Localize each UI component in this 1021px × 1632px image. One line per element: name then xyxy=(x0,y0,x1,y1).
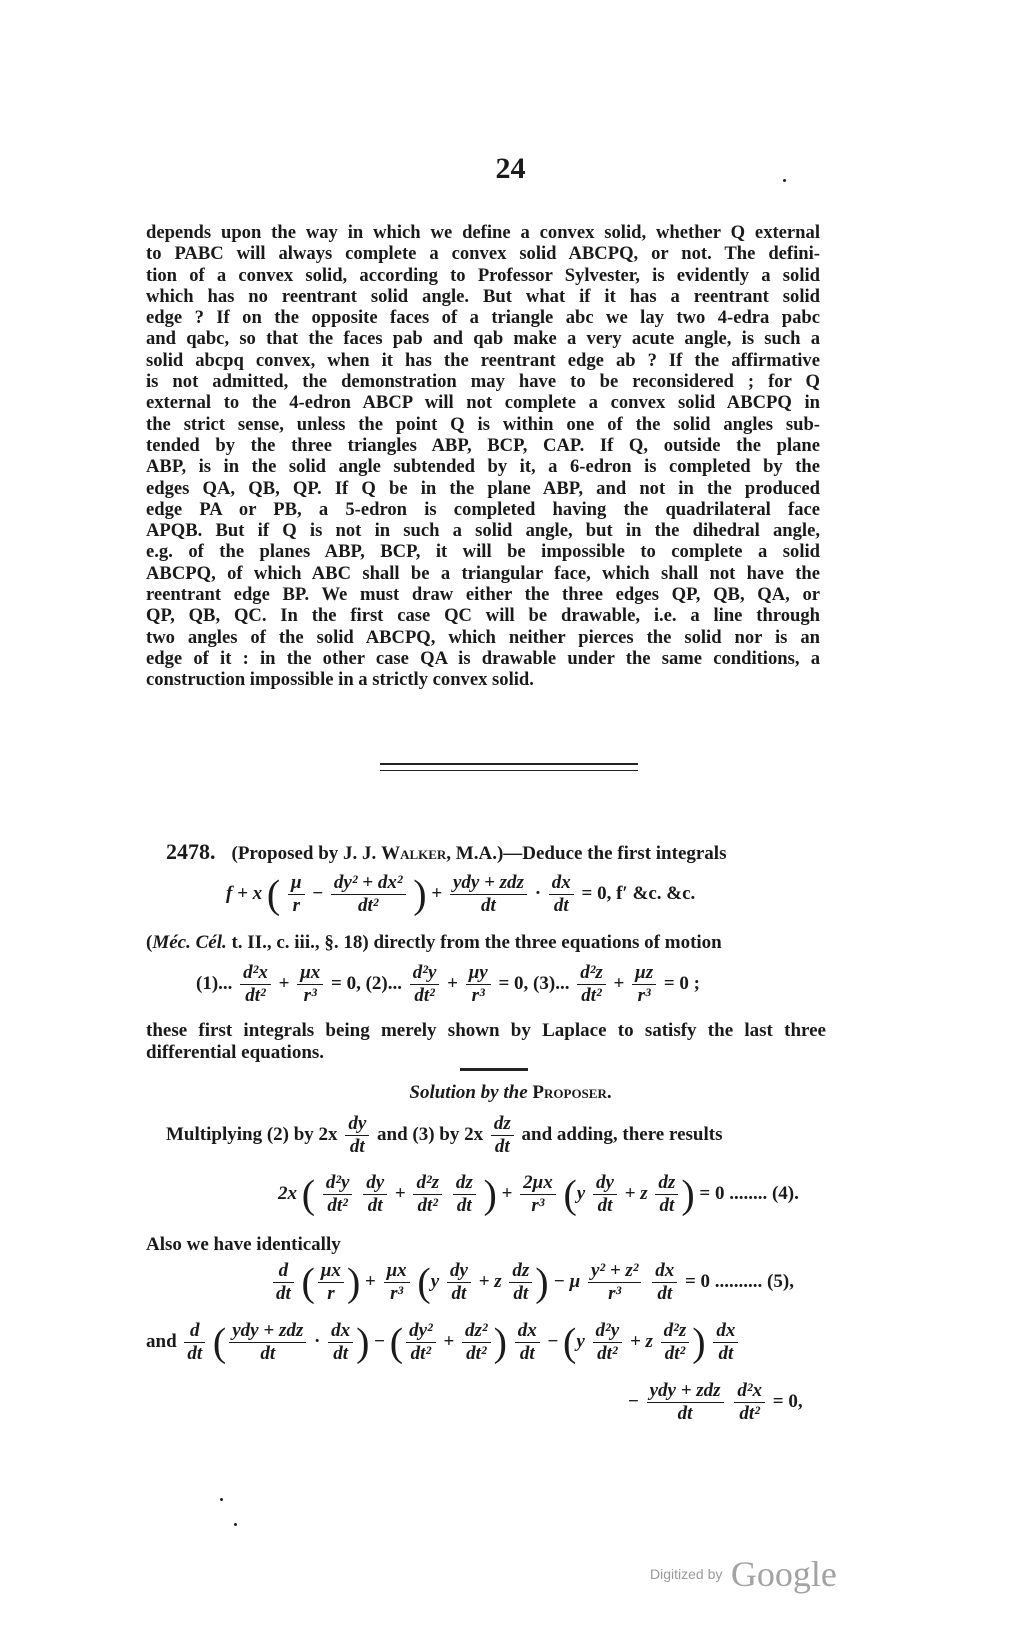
section-divider xyxy=(380,763,638,765)
fraction: $\frac{\text{d²y}}{\text{dt²}}$ xyxy=(593,1320,623,1365)
eq-tail: = 0 ........ (4). xyxy=(699,1182,799,1204)
text-line: QP, QB, QC. In the first case QC will be drawable, i.e. a line through xyxy=(146,605,820,627)
fraction: $\frac{\text{dz²}}{\text{dt²}}$ xyxy=(462,1320,491,1365)
speck-mark xyxy=(234,1523,237,1526)
eq-term: y xyxy=(576,1330,585,1352)
eq-term: y xyxy=(430,1270,440,1292)
continuation-paragraph xyxy=(146,222,820,691)
fraction: $\frac{\text{d²x}}{\text{dt²}}$ xyxy=(734,1380,765,1425)
text-line: APQB. But if Q is not in such a solid angle, but in the dihedral angle, xyxy=(146,520,820,542)
text-line: and qabc, so that the faces pab and qab make a very acute angle, is such a xyxy=(146,328,820,350)
eq-term: y xyxy=(576,1182,586,1204)
text-line: external to the 4-edron ABCP will not complete a convex solid ABCPQ in xyxy=(146,392,820,414)
paren-open: ( xyxy=(563,1319,577,1365)
text-line: these first integrals being merely shown by Laplace to satisfy the last three xyxy=(146,1020,826,1041)
eq-operator: · xyxy=(534,882,542,904)
text-line: differential equations. xyxy=(146,1042,325,1063)
short-divider xyxy=(460,1068,528,1071)
solution-author: Proposer. xyxy=(532,1082,612,1103)
fraction: $\frac{\text{d²y}}{\text{dt²}}$ xyxy=(323,1172,353,1217)
eq-term: + z xyxy=(624,1182,648,1204)
paren-close: ) xyxy=(413,871,427,917)
section-divider-thin xyxy=(380,770,638,771)
fraction: $\frac{\text{d²z}}{\text{dt²}}$ xyxy=(661,1320,690,1365)
equations-of-motion: (1)... $\frac{\text{d²x}}{\text{dt²}}$ + $\frac{\mu x}{\text{r³}}$ = 0, (2)... $\frac{\text{d²y}}{\text{dt²}}$ + $\frac{\mu y}{\text{r³}}$ = 0, (3)... $\frac{\text{d²z}}{\text{dt²}}$ + $\frac{\mu z}{\text{r³}}$ = 0 ; xyxy=(196,962,700,1006)
watermark-text: Digitized by xyxy=(650,1566,723,1582)
text-line: edge ? If on the opposite faces of a triangle abc we lay two 4-edra pabc xyxy=(146,307,820,329)
fraction: $\frac{\text{d²x}}{\text{dt²}}$ xyxy=(240,962,271,1007)
eq-label: (1)... xyxy=(196,972,233,994)
proposer-prefix: (Proposed by J. J. xyxy=(231,843,382,864)
speck-mark xyxy=(220,1498,223,1501)
text-line: construction impossible in a strictly convex solid. xyxy=(146,669,534,691)
eq-tail: = 0, f′ &c. &c. xyxy=(581,882,696,904)
paren-close: ) xyxy=(483,1171,497,1217)
eq-tail: = 0 .......... (5), xyxy=(684,1270,794,1292)
eq-label: = 0, (3)... xyxy=(498,972,570,994)
fraction: $\frac{d}{dt}$ xyxy=(184,1320,205,1365)
text-line: depends upon the way in which we define a convex solid, whether Q external xyxy=(146,222,820,243)
text-line: ABCPQ, of which ABC shall be a triangular face, which shall not have the xyxy=(146,562,820,584)
paren-open: ( xyxy=(389,1319,404,1365)
fraction: $\frac{dx}{dt}$ xyxy=(652,1260,677,1305)
fraction: $\frac{\text{d²y}}{\text{dt²}}$ xyxy=(410,962,440,1007)
text-line: tion of a convex solid, according to Professor Sylvester, is evidently a solid xyxy=(146,264,820,286)
fraction: $\frac{\mu}{r}$ xyxy=(288,872,305,917)
fraction: $\frac{\mu y}{\text{r³}}$ xyxy=(466,962,491,1007)
fraction: $\frac{\text{dy²}}{\text{dt²}}$ xyxy=(406,1320,436,1365)
solution-heading xyxy=(0,1082,1021,1104)
text-run: and adding, there results xyxy=(521,1123,723,1145)
text-run: and (3) by 2x xyxy=(377,1123,484,1145)
fraction: $\frac{dz}{dt}$ xyxy=(655,1172,678,1217)
text-line: edge of it : in the other case QA is drawable under the same conditions, a xyxy=(146,647,820,669)
paren-close: ) xyxy=(346,1259,361,1305)
equation-4: 2x ( $\frac{\text{d²y}}{\text{dt²}}$ $\frac{dy}{dt}$ + $\frac{\text{d²z}}{\text{dt²}}$ $\frac{dz}{dt}$ ) + $\frac{2\mu x}{\text{r³}}$ (y $\frac{dy}{dt}$ + z $\frac{dz}{dt}$ ) = 0 ........ (4). xyxy=(278,1171,799,1217)
text-line: reentrant edge BP. We must draw either the three edges QP, QB, QA, or xyxy=(146,584,820,606)
proposer-name: Walker xyxy=(381,843,447,864)
equation-6: and $\frac{d}{dt}$ ( $\frac{\text{ydy + zdz}}{dt}$ · $\frac{dx}{dt}$ ) − ( $\frac{\text{dy²}}{\text{dt²}}$ + $\frac{\text{dz²}}{\text{dt²}}$ ) $\frac{dx}{dt}$ − (y $\frac{\text{d²y}}{\text{dt²}}$ + z $\frac{\text{d²z}}{\text{dt²}}$ ) $\frac{dx}{dt}$ xyxy=(146,1320,741,1365)
fraction: $\frac{\text{d²z}}{\text{dt²}}$ xyxy=(577,962,606,1007)
fraction: $\frac{\text{y² + z²}}{\text{r³}}$ xyxy=(588,1260,642,1305)
fraction: $\frac{dy}{dt}$ xyxy=(593,1172,617,1217)
fraction: $\frac{\mu x}{\text{r³}}$ xyxy=(297,962,323,1007)
text-line: the strict sense, unless the point Q is within one of the solid angles sub- xyxy=(146,413,820,435)
reference-line: (Méc. Cél. t. II., c. iii., §. 18) directly from the three equations of motion xyxy=(146,932,722,953)
fraction: $\frac{\text{d²z}}{\text{dt²}}$ xyxy=(413,1172,442,1217)
fraction: $\frac{\text{ydy + zdz}}{dt}$ xyxy=(229,1320,306,1365)
text-line: solid abcpq convex, when it has the reentrant edge ab ? If the affirmative xyxy=(146,349,820,371)
fraction: $\frac{dz}{dt}$ xyxy=(453,1172,476,1217)
fraction: $\frac{dy}{dt}$ xyxy=(447,1260,471,1305)
fraction: $\frac{\mu x}{r}$ xyxy=(318,1260,344,1305)
fraction: $\frac{2\mu x}{\text{r³}}$ xyxy=(520,1172,556,1217)
paren-open: ( xyxy=(266,871,281,917)
paren-open: ( xyxy=(212,1319,227,1365)
eq-tail: = 0 ; xyxy=(663,972,700,994)
text-line: tended by the three triangles ABP, BCP, CAP. If Q, outside the plane xyxy=(146,434,820,456)
paren-close: ) xyxy=(692,1319,706,1365)
solution-intro-line xyxy=(166,1113,722,1158)
fraction: $\frac{dx}{dt}$ xyxy=(328,1320,353,1365)
paren-close: ) xyxy=(493,1319,507,1365)
eq-term: − μ xyxy=(553,1270,581,1292)
eq-operator: + xyxy=(431,882,443,904)
text-run: Multiplying (2) by 2x xyxy=(166,1123,338,1145)
problem-statement xyxy=(166,839,826,865)
fraction: $\frac{dz}{dt}$ xyxy=(509,1260,532,1305)
proposer-suffix: , M.A.)—Deduce the first integrals xyxy=(446,843,727,864)
equation-5: $\frac{d}{dt}$ ( $\frac{\mu x}{r}$ ) + $\frac{\mu x}{\text{r³}}$ (y $\frac{dy}{dt}$ + z $\frac{dz}{dt}$ ) − μ $\frac{\text{y² + z²}}{\text{r³}}$ $\frac{dx}{dt}$ = 0 .......... (5), xyxy=(270,1260,794,1305)
digitized-watermark xyxy=(650,1553,837,1595)
problem-number: 2478. xyxy=(166,839,216,864)
text-line: to PABC will always complete a convex solid ABCPQ, or not. The defini- xyxy=(146,243,820,265)
eq-term: f + x xyxy=(226,882,263,904)
paren-open: ( xyxy=(563,1171,577,1217)
eq-term: + z xyxy=(478,1270,502,1292)
fraction: $\frac{\text{ydy + zdz}}{dt}$ xyxy=(647,1380,724,1425)
eq-operator: − xyxy=(628,1390,639,1412)
paren-open: ( xyxy=(301,1259,315,1305)
fraction: $\frac{\text{dy² + dx²}}{\text{dt²}}$ xyxy=(331,872,406,917)
paren-open: ( xyxy=(417,1259,431,1305)
fraction: $\frac{dx}{dt}$ xyxy=(549,872,574,917)
also-line: Also we have identically xyxy=(146,1234,341,1255)
text-line: edge PA or PB, a 5-edron is completed having the quadrilateral face xyxy=(146,498,820,520)
reference-title: Méc. Cél. xyxy=(152,932,227,953)
fraction: $\frac{dz}{dt}$ xyxy=(491,1113,514,1158)
fraction: $\frac{dx}{dt}$ xyxy=(713,1320,738,1365)
paren-close: ) xyxy=(681,1171,695,1217)
paren-close: ) xyxy=(535,1259,549,1305)
eq-term: + z xyxy=(629,1330,653,1352)
text-line: two angles of the solid ABCPQ, which neither pierces the solid nor is an xyxy=(146,626,820,648)
text-line: edges QA, QB, QP. If Q be in the plane ABP, and not in the produced xyxy=(146,477,820,499)
problem-paragraph xyxy=(146,1020,826,1064)
reference-rest: t. II., c. iii., §. 18) directly from the three equations of motion xyxy=(226,932,722,953)
eq-term: 2x xyxy=(278,1182,297,1204)
solution-label: Solution by the xyxy=(409,1082,533,1103)
paren-close: ) xyxy=(356,1319,370,1365)
equation-6-continued xyxy=(628,1380,803,1425)
fraction: $\frac{\text{ydy + zdz}}{dt}$ xyxy=(450,872,527,917)
google-logo: Google xyxy=(730,1554,837,1594)
text-line: ABP, is in the solid angle subtended by it, a 6-edron is completed by the xyxy=(146,456,820,478)
fraction: $\frac{d}{dt}$ xyxy=(273,1260,294,1305)
text-line: which has no reentrant solid angle. But what if it has a reentrant solid xyxy=(146,285,820,307)
fraction: $\frac{dy}{dt}$ xyxy=(363,1172,387,1217)
paren-open: ( xyxy=(301,1171,316,1217)
eq-tail: = 0, xyxy=(772,1390,803,1412)
eq-operator: − xyxy=(312,882,324,904)
eq-label: = 0, (2)... xyxy=(331,972,402,994)
fraction: $\frac{dx}{dt}$ xyxy=(515,1320,540,1365)
page-number: 24 xyxy=(495,152,526,185)
text-line: e.g. of the planes ABP, BCP, it will be impossible to complete a solid xyxy=(146,541,820,563)
text-line: is not admitted, the demonstration may have to be reconsidered ; for Q xyxy=(146,371,820,393)
fraction: $\frac{\mu x}{\text{r³}}$ xyxy=(384,1260,410,1305)
first-integrals-equation xyxy=(226,872,695,917)
fraction: $\frac{\mu z}{\text{r³}}$ xyxy=(632,962,656,1007)
fraction: $\frac{dy}{dt}$ xyxy=(345,1113,369,1158)
eq-word: and xyxy=(146,1330,177,1352)
